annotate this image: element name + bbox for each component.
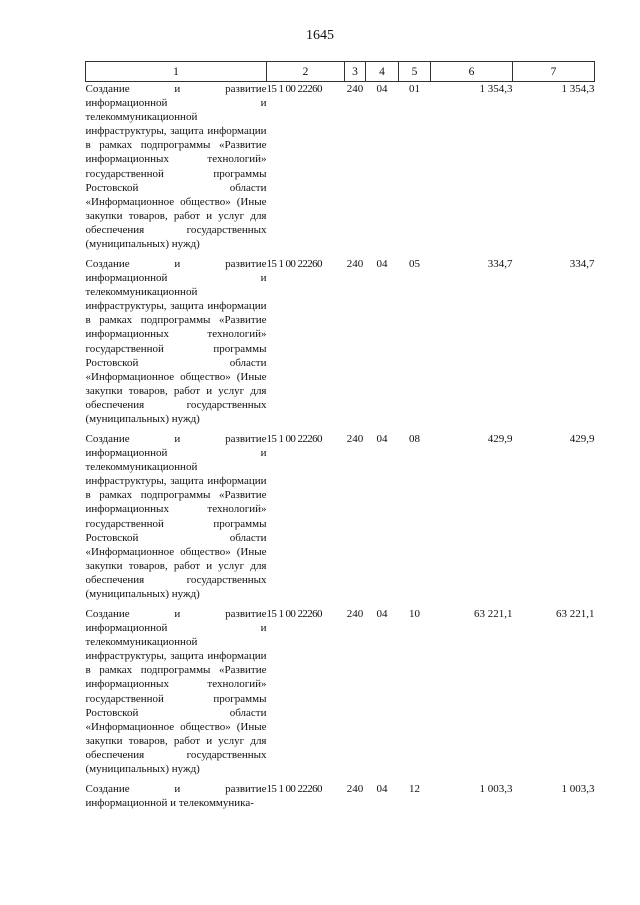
row-sum-1: 334,7 <box>487 258 513 270</box>
column-header: 3 <box>345 62 366 82</box>
row-sum-2: 63 221,1 <box>556 608 595 620</box>
row-pr: 08 <box>409 433 420 445</box>
row-pr: 10 <box>409 608 420 620</box>
column-header: 4 <box>366 62 399 82</box>
budget-table <box>85 61 595 827</box>
row-code: 15 1 00 22260 <box>266 608 322 620</box>
row-rz: 04 <box>376 608 388 620</box>
row-name: Создание и развитие информационной и телекоммуникационной инфраструктуры, защита информации в рамках подпрограммы «Развитие информационных технологий» государственной программы Ростовской области «Информационное общество» (Иные закупки товаров, работ и услуг для обеспечения государственных (муниципальных) нужд) <box>85 608 267 776</box>
table-row <box>86 782 595 827</box>
row-vr: 240 <box>346 608 364 620</box>
row-sum-2: 1 003,3 <box>561 783 595 795</box>
row-sum-2: 1 354,3 <box>561 83 595 95</box>
column-header: 2 <box>267 62 345 82</box>
column-header: 5 <box>399 62 431 82</box>
row-vr: 240 <box>346 83 364 95</box>
row-sum-1: 1 003,3 <box>479 783 513 795</box>
column-header: 7 <box>513 62 595 82</box>
table-row <box>86 82 595 258</box>
row-code: 15 1 00 22260 <box>266 258 322 270</box>
table-row <box>86 257 595 432</box>
row-pr: 01 <box>409 83 420 95</box>
column-header: 1 <box>86 62 267 82</box>
table-row <box>86 607 595 782</box>
row-sum-1: 63 221,1 <box>474 608 513 620</box>
row-pr: 12 <box>409 783 420 795</box>
row-code: 15 1 00 22260 <box>266 783 322 795</box>
page-number: 1645 <box>306 28 334 43</box>
row-sum-1: 429,9 <box>487 433 513 445</box>
row-name: Создание и развитие информационной и телекоммуникационной инфраструктуры, защита информации в рамках подпрограммы «Развитие информационных технологий» государственной программы Ростовской области «Информационное общество» (Иные закупки товаров, работ и услуг для обеспечения государственных (муниципальных) нужд) <box>85 83 267 251</box>
column-header: 6 <box>431 62 513 82</box>
row-name: Создание и развитие информационной и телекоммуникационной инфраструктуры, защита информации в рамках подпрограммы «Развитие информационных технологий» государственной программы Ростовской области «Информационное общество» (Иные закупки товаров, работ и услуг для обеспечения государственных (муниципальных) нужд) <box>85 433 267 601</box>
row-sum-2: 334,7 <box>569 258 595 270</box>
row-rz: 04 <box>376 258 388 270</box>
row-name: Создание и развитие информационной и телекоммуника- <box>85 783 267 810</box>
row-rz: 04 <box>376 783 388 795</box>
row-code: 15 1 00 22260 <box>266 433 322 445</box>
row-sum-2: 429,9 <box>569 433 595 445</box>
row-pr: 05 <box>409 258 420 270</box>
row-rz: 04 <box>376 433 388 445</box>
row-vr: 240 <box>346 783 364 795</box>
row-rz: 04 <box>376 83 388 95</box>
row-sum-1: 1 354,3 <box>479 83 513 95</box>
header-row <box>86 62 595 82</box>
row-vr: 240 <box>346 258 364 270</box>
table-row <box>86 432 595 607</box>
row-code: 15 1 00 22260 <box>266 83 322 95</box>
row-vr: 240 <box>346 433 364 445</box>
row-name: Создание и развитие информационной и телекоммуникационной инфраструктуры, защита информации в рамках подпрограммы «Развитие информационных технологий» государственной программы Ростовской области «Информационное общество» (Иные закупки товаров, работ и услуг для обеспечения государственных (муниципальных) нужд) <box>85 258 267 426</box>
